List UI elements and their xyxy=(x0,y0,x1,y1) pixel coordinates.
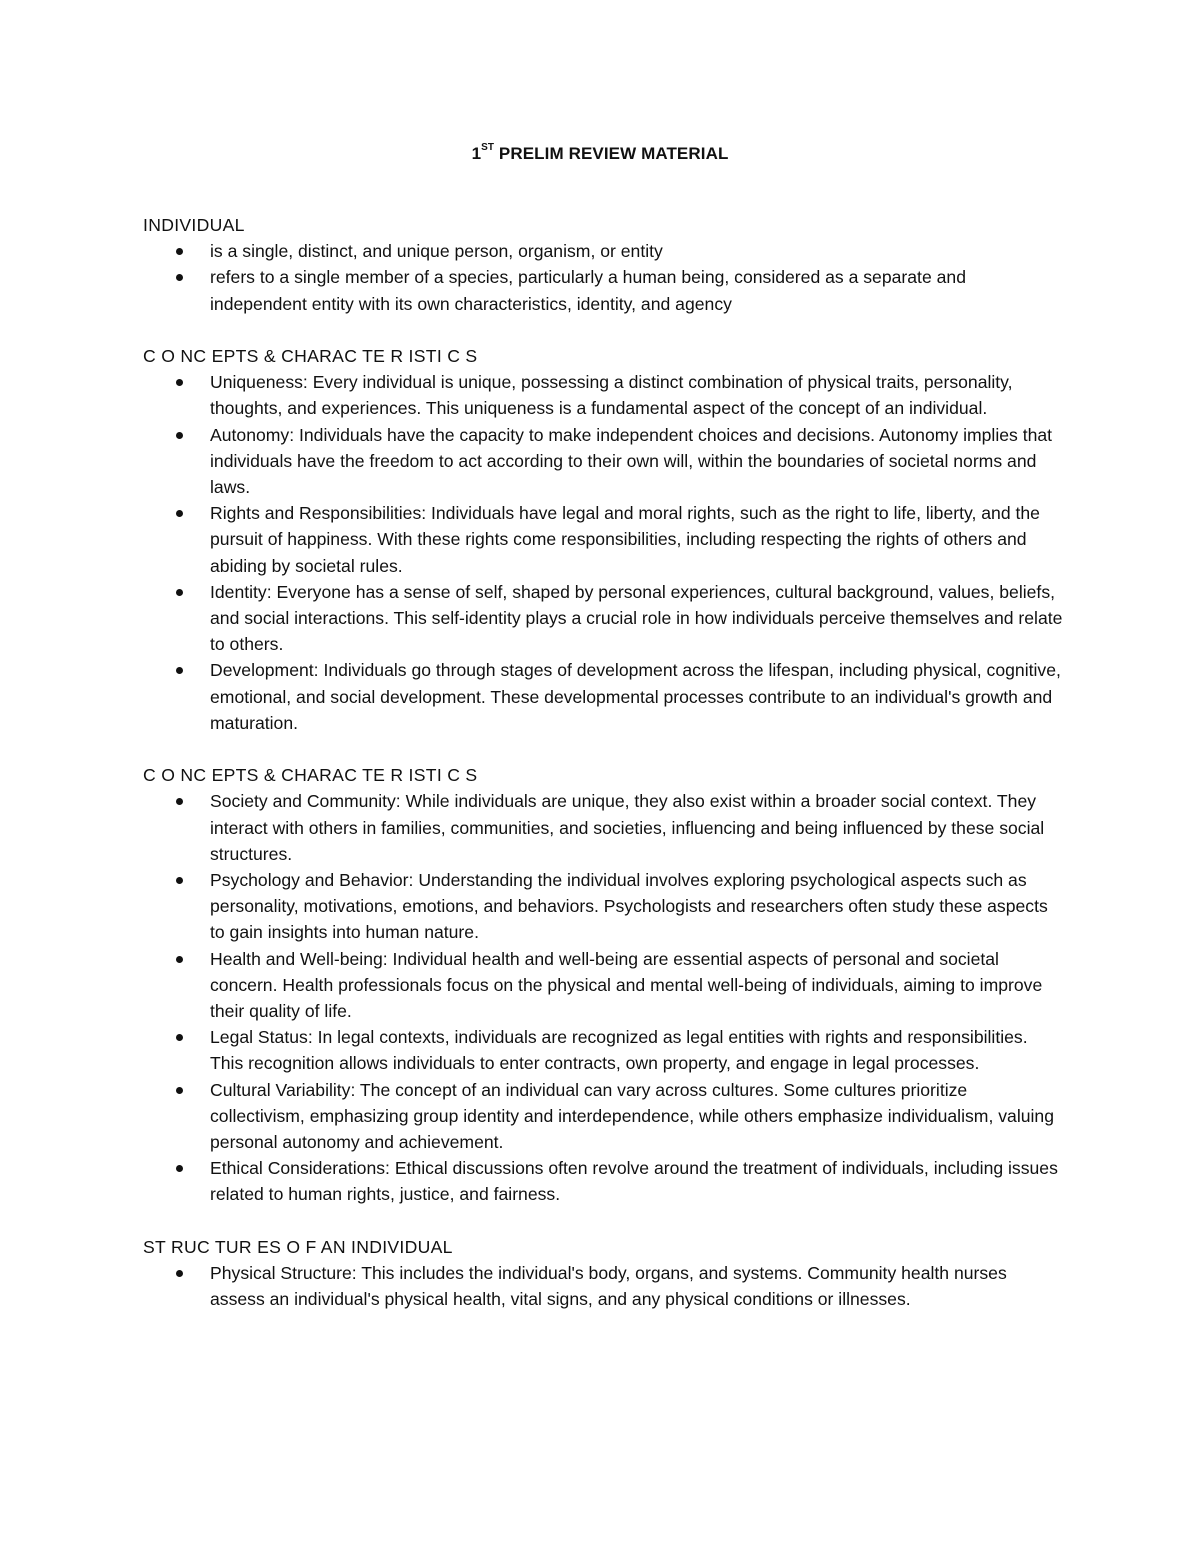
bullet-icon xyxy=(176,667,183,674)
section-heading: INDIVIDUAL xyxy=(143,215,245,235)
list-item-text: Development: Individuals go through stages of development across the lifespan, including physical, cognitive, emotional, and social development. These developmental processes contribute to an individual's growth and maturation. xyxy=(210,660,1061,733)
list-item-text: Legal Status: In legal contexts, individuals are recognized as legal entities with rights and responsibilities. This recognition allows individuals to enter contracts, own property, and engage in legal processes. xyxy=(210,1027,1028,1074)
list-item xyxy=(210,1155,1063,1207)
list-item xyxy=(210,264,1063,316)
list-item xyxy=(210,238,1063,264)
list-item xyxy=(210,1260,1063,1312)
title-superscript: ST xyxy=(481,142,495,154)
list-item xyxy=(210,867,1063,946)
bullet-icon xyxy=(176,379,183,386)
list-item xyxy=(210,500,1063,579)
document-section xyxy=(143,212,1063,317)
section-heading: C O NC EPTS & CHARAC TE R ISTI C S xyxy=(143,346,478,366)
list-item xyxy=(210,1024,1063,1076)
title-text: PRELIM REVIEW MATERIAL xyxy=(494,144,729,163)
list-item-text: Identity: Everyone has a sense of self, shaped by personal experiences, cultural background, values, beliefs, and social interactions. This self-identity plays a crucial role in how individuals perceive themselves and relate to others. xyxy=(210,581,1063,655)
list-item-text: Health and Well-being: Individual health and well-being are essential aspects of personal and societal concern. Health professionals focus on the physical and mental well-being of individuals, aiming to improve their quality of life. xyxy=(210,948,1043,1022)
bullet-icon xyxy=(176,1034,183,1041)
list-item xyxy=(210,579,1063,658)
list-item-text: Autonomy: Individuals have the capacity to make independent choices and decisions. Autonomy implies that individuals have the freedom to act according to their own will, within the boundaries of societal norms and laws. xyxy=(210,424,1053,498)
list-item xyxy=(210,422,1063,501)
title-number: 1 xyxy=(471,144,482,163)
section-heading: C O NC EPTS & CHARAC TE R ISTI C S xyxy=(143,765,478,786)
document-title xyxy=(0,144,1200,164)
list-item-text: is a single, distinct, and unique person, organism, or entity xyxy=(210,241,663,262)
bullet-icon xyxy=(176,510,183,517)
list-item-text: refers to a single member of a species, particularly a human being, considered as a separate and independent entity with its own characteristics, identity, and agency xyxy=(210,267,966,314)
bullet-icon xyxy=(176,1270,183,1277)
bullet-icon xyxy=(176,798,183,805)
list-item xyxy=(210,788,1063,867)
bullet-icon xyxy=(176,1087,183,1094)
document-section xyxy=(143,762,1063,1207)
list-item xyxy=(210,369,1063,421)
bullet-icon xyxy=(176,432,183,439)
bullet-icon xyxy=(176,956,183,963)
list-item-text: Ethical Considerations: Ethical discussions often revolve around the treatment of individuals, including issues related to human rights, justice, and fairness. xyxy=(210,1158,1058,1205)
list-item-text: Cultural Variability: The concept of an individual can vary across cultures. Some cultures prioritize collectivism, emphasizing group identity and interdependence, while others emphasize individualism, valuing personal autonomy and achievement. xyxy=(210,1079,1054,1153)
list-item-text: Physical Structure: This includes the individual's body, organs, and systems. Community health nurses assess an individual's physical health, vital signs, and any physical conditions or illnesses. xyxy=(210,1263,1007,1310)
document-body xyxy=(143,212,1063,1312)
bullet-icon xyxy=(176,248,183,255)
list-item-text: Uniqueness: Every individual is unique, possessing a distinct combination of physical traits, personality, thoughts, and experiences. This uniqueness is a fundamental aspect of the concept of an individual. xyxy=(210,372,1013,419)
bullet-list xyxy=(143,369,1063,736)
document-section xyxy=(143,1234,1063,1313)
bullet-icon xyxy=(176,274,183,281)
list-item xyxy=(210,1077,1063,1156)
list-item-text: Psychology and Behavior: Understanding the individual involves exploring psychological aspects such as personality, motivations, emotions, and behaviors. Psychologists and researchers often study these aspects to gain insights into human nature. xyxy=(210,870,1048,943)
document-section xyxy=(143,343,1063,736)
list-item xyxy=(210,946,1063,1025)
bullet-icon xyxy=(176,877,183,884)
bullet-list xyxy=(143,788,1063,1207)
bullet-icon xyxy=(176,1165,183,1172)
section-heading: ST RUC TUR ES O F AN INDIVIDUAL xyxy=(143,1236,453,1257)
bullet-list xyxy=(143,1260,1063,1312)
list-item xyxy=(210,657,1063,736)
bullet-list xyxy=(143,238,1063,317)
list-item-text: Rights and Responsibilities: Individuals have legal and moral rights, such as the right to life, liberty, and the pursuit of happiness. With these rights come responsibilities, including respecting the rights of others and abiding by societal rules. xyxy=(210,503,1040,576)
list-item-text: Society and Community: While individuals are unique, they also exist within a broader social context. They interact with others in families, communities, and societies, influencing and being influenced by these social structures. xyxy=(210,791,1045,864)
bullet-icon xyxy=(176,589,183,596)
